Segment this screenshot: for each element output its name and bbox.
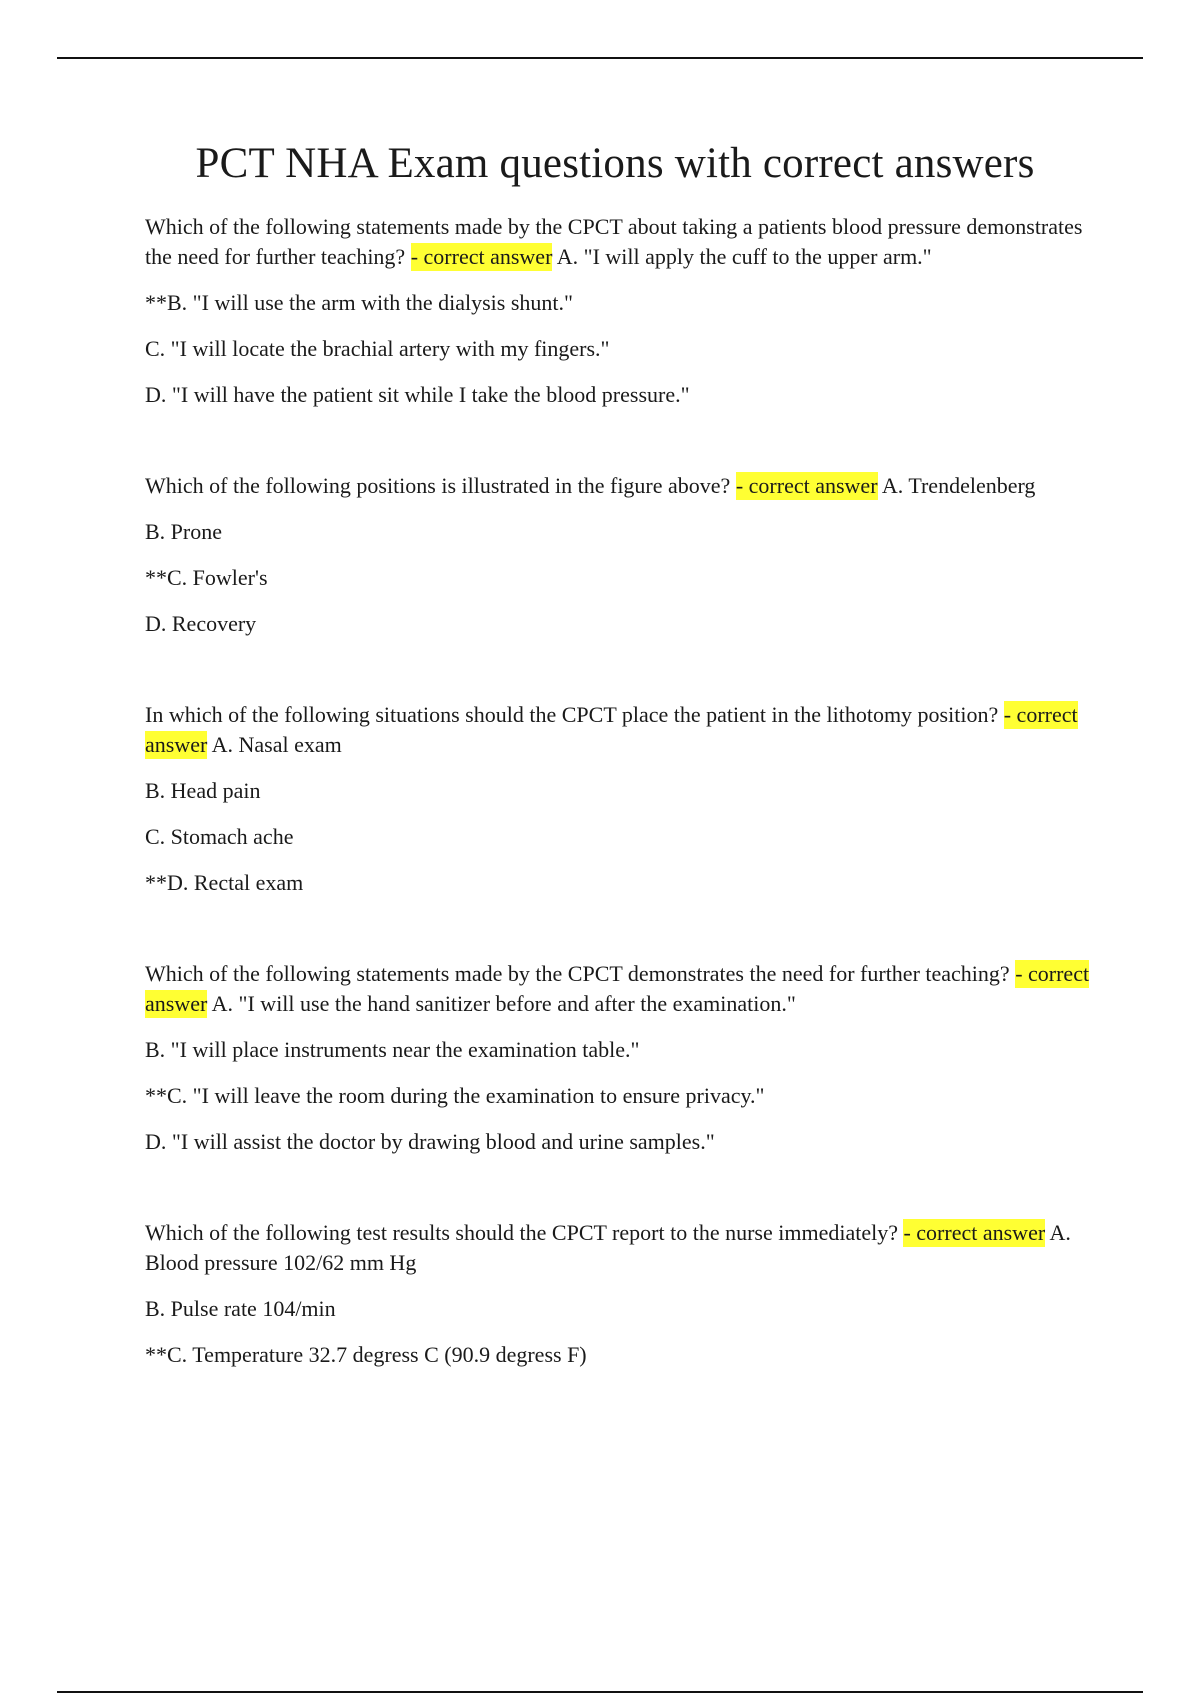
- question-block: [145, 1218, 1095, 1370]
- question-text: [145, 1218, 1095, 1278]
- document-body: [145, 138, 1095, 1370]
- correct-answer-marker: - correct answer: [145, 701, 1078, 757]
- answer-option: C. "I will locate the brachial artery with my fingers.": [145, 335, 610, 361]
- question-stem: Which of the following statements made by the CPCT demonstrates the need for further teaching?: [145, 960, 1016, 986]
- answer-option: A. "I will use the hand sanitizer before and after the examination.": [211, 990, 796, 1016]
- answer-option: A. Trendelenberg: [881, 472, 1036, 498]
- answer-option: A. "I will apply the cuff to the upper arm.": [556, 243, 932, 269]
- question-text: [145, 471, 1095, 501]
- correct-answer-marker: - correct answer: [410, 243, 553, 269]
- answer-option: B. Head pain: [145, 777, 261, 803]
- question-block: [145, 212, 1095, 410]
- answer-option: B. Prone: [145, 518, 222, 544]
- question-block: [145, 471, 1095, 639]
- question-text: [145, 212, 1095, 272]
- answer-option: C. Stomach ache: [145, 823, 294, 849]
- answer-option: **C. "I will leave the room during the examination to ensure privacy.": [145, 1082, 765, 1108]
- answer-option: A. Blood pressure 102/62 mm Hg: [145, 1219, 1071, 1275]
- header-rule: [57, 57, 1143, 59]
- answer-option: **D. Rectal exam: [145, 869, 304, 895]
- answer-option: D. "I will assist the doctor by drawing blood and urine samples.": [145, 1128, 715, 1154]
- question-stem: Which of the following test results should the CPCT report to the nurse immediately?: [145, 1219, 904, 1245]
- answer-option: D. Recovery: [145, 610, 257, 636]
- document-title: PCT NHA Exam questions with correct answers: [195, 140, 1035, 187]
- answer-option: D. "I will have the patient sit while I take the blood pressure.": [145, 381, 690, 407]
- question-stem: Which of the following statements made by the CPCT about taking a patients blood pressure demonstrates the need for further teaching?: [145, 213, 1083, 269]
- answer-option: B. Pulse rate 104/min: [145, 1295, 336, 1321]
- question-block: [145, 700, 1095, 898]
- question-stem: In which of the following situations should the CPCT place the patient in the lithotomy position?: [145, 701, 1004, 727]
- question-stem: Which of the following positions is illustrated in the figure above?: [145, 472, 736, 498]
- answer-option: B. "I will place instruments near the examination table.": [145, 1036, 640, 1062]
- question-text: [145, 959, 1095, 1019]
- question-block: [145, 959, 1095, 1157]
- correct-answer-marker: - correct answer: [903, 1219, 1046, 1245]
- correct-answer-marker: - correct answer: [145, 960, 1090, 1016]
- answer-option: **C. Temperature 32.7 degress C (90.9 degress F): [145, 1341, 587, 1367]
- answer-option: A. Nasal exam: [211, 731, 342, 757]
- footer-rule: [57, 1691, 1143, 1693]
- answer-option: **B. "I will use the arm with the dialysis shunt.": [145, 289, 573, 315]
- answer-option: **C. Fowler's: [145, 564, 268, 590]
- question-text: [145, 700, 1095, 760]
- correct-answer-marker: - correct answer: [735, 472, 878, 498]
